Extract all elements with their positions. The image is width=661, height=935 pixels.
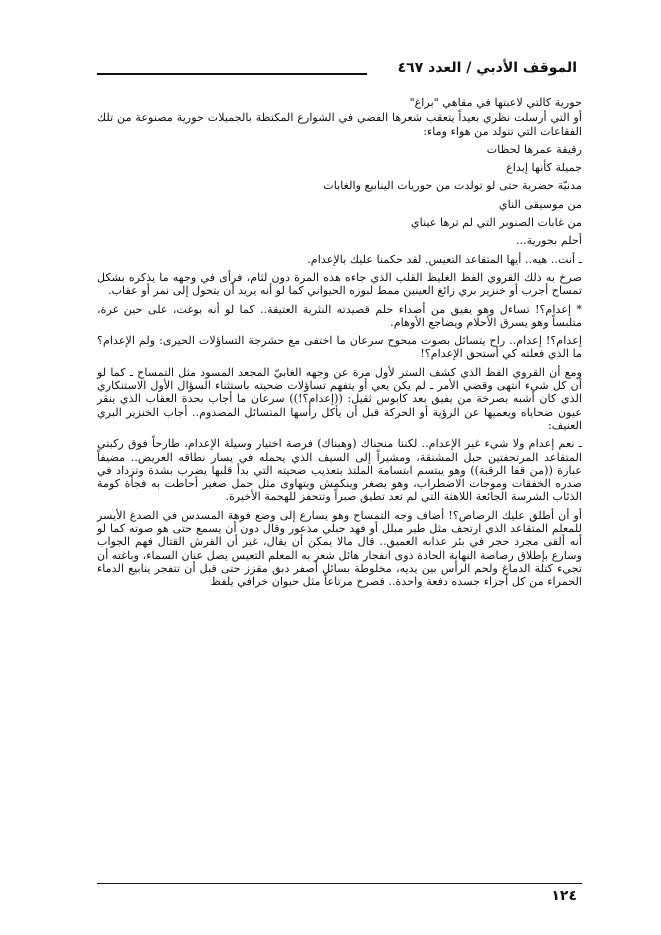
poem-verse: مدنيّة حضرية حتى لو تولدت من حوريات الينابيع والغابات xyxy=(323,179,582,193)
poem-verse: جميلة كأنها إبداع xyxy=(506,161,582,175)
header-rule xyxy=(97,73,367,75)
running-header xyxy=(97,58,577,82)
body-paragraph: أو التي أرسلت نظري بعيداً يتعقب شعرها الفضي في الشوارع المكتظة بالجميلات حورية مصنوعة من تلك الفقاعات التي تتولد من هواء وماء: xyxy=(97,111,582,138)
body-paragraph: ـ أنت.. هيه.. أيها المتقاعد التعيس. لقد حكمنا عليك بالإعدام. xyxy=(307,252,582,266)
poem-verse: أحلم بحورية... xyxy=(515,234,582,248)
journal-title: الموقف الأدبي / العدد ٤٦٧ xyxy=(397,60,577,76)
poem-verse: من غابات الصنوبر التي لم ترها عيناي xyxy=(410,216,582,230)
body-paragraph: صرخ به ذلك القروي الفظ الغليظ القلب الذي جاءه هذه المرة دون لثام، فرأى في وجهه ما يذكره بشكل تمساح أجرب أو خنزير بري زائغ العينين ممط لبوزه الحيواني كما لو أنه يريد أن يتحول إلى نمر أو عقاب. xyxy=(97,270,582,298)
article-body xyxy=(97,96,582,591)
body-paragraph: ومع أن القروي الفظ الذي كشف الستر لأول مرة عن وجهه الغابيّ المجعد المسود مثل التمساح ـ كما لو أن كل شيء انتهى وقضي الأمر ـ لم يكن يعي أو يتفهم تساؤلات ضحيته باستثناء السؤال الأول الاستنكاري الذي كان أشبه بصرخة من يفيق بعد كابوس ثقيل: ((إعدام؟!)) سرعان ما أجاب بحدة العقاب الذي ينقر عيون ضحاياه ويعميها عن الرؤية أو الحركة قبل أن يأكل رأسها المتسائل المصدوم.. أجاب الخنزير البري العنيف: xyxy=(97,365,582,432)
footer-rule xyxy=(97,883,582,884)
poem-verses xyxy=(97,143,582,248)
body-paragraph: إعدام؟! إعدام.. راح يتسائل بصوت مبحوح سرعان ما اختفى مع حشرجة التساؤلات الحيرى: ولم الإعدام؟ ما الذي فعلته كي أستحق الإعدام؟! xyxy=(97,334,582,361)
body-paragraph: ـ نعم إعدام ولا شيء غير الإعدام.. لكننا منحناك (وهبناك) فرصة اختيار وسيلة الإعدام، طارحاً فوق ركبتي المتقاعد المرتجفتين حبل المشنقة، ومشيراً إلى السيف الذي يحمله في يسار نطاقه العريض.. مضيفاً عبارة ((من قفا الرقبة)) وهو يبتسم ابتسامة الملتذ بتعذيب ضحيته التي بدأ قلبها يضرب بشدة وتزداد في صدره الخفقات وموجات الاضطراب، وهو يصغر وينكمش ويتهاوى مثل حمل صغير أحاطت به فجأة كومة الذئاب الشرسة الجائعة اللاهثة التي لم تعد تطيق صبراً وتتحفز للهجمة الأخيرة. xyxy=(97,437,582,504)
page-number: ١٢٤ xyxy=(551,888,577,904)
poem-verse: رقيقة عمرها لحظات xyxy=(486,142,582,156)
body-paragraph: أو أن أطلق عليك الرصاص؟! أضاف وجه التمساح وهو يسارع إلى وضع فوهة المسدس في الصدغ الأيسر للمعلم المتقاعد الذي ارتجف مثل طير مبلل أو فهد جبلي مذعور وقال دون أن يسمع حتى هو صوته كما لو أنه ألقى مجرد حجر في بئر عذابه العميق.. قال مالا يمكن أن يقال، غير أن القرش القتال فهم الجواب وسارع بإطلاق رصاصة النهاية الحادة ذوى انفجار هائل شعر به المعلم التعيس يصل عنان السماء، وباغته أن تجيء كتلة الدماغ ولحم الرأس بين يديه، مخلوطة بسائل أصفر دبق مقزز حتى قبل أن تتفجر ينابيع الدماء الحمراء من كل أجزاء جسده دفعة واحدة.. فصرخ مرتاعاً مثل حيوان خرافي يلفظ xyxy=(97,508,582,589)
body-paragraph: * إعدام؟! تساءل وهو يفيق من أصداء حلم قصيدته النثرية العتيقة.. كما لو أنه بوغت، على حين غرة، متلبساً وهو يسرق الأحلام ويضاجع الأوهام. xyxy=(97,302,582,329)
body-paragraph: حورية كالتي لاعبتها في مقاهي "براغ" xyxy=(409,96,582,109)
poem-verse: من موسيقى الناي xyxy=(498,197,582,211)
